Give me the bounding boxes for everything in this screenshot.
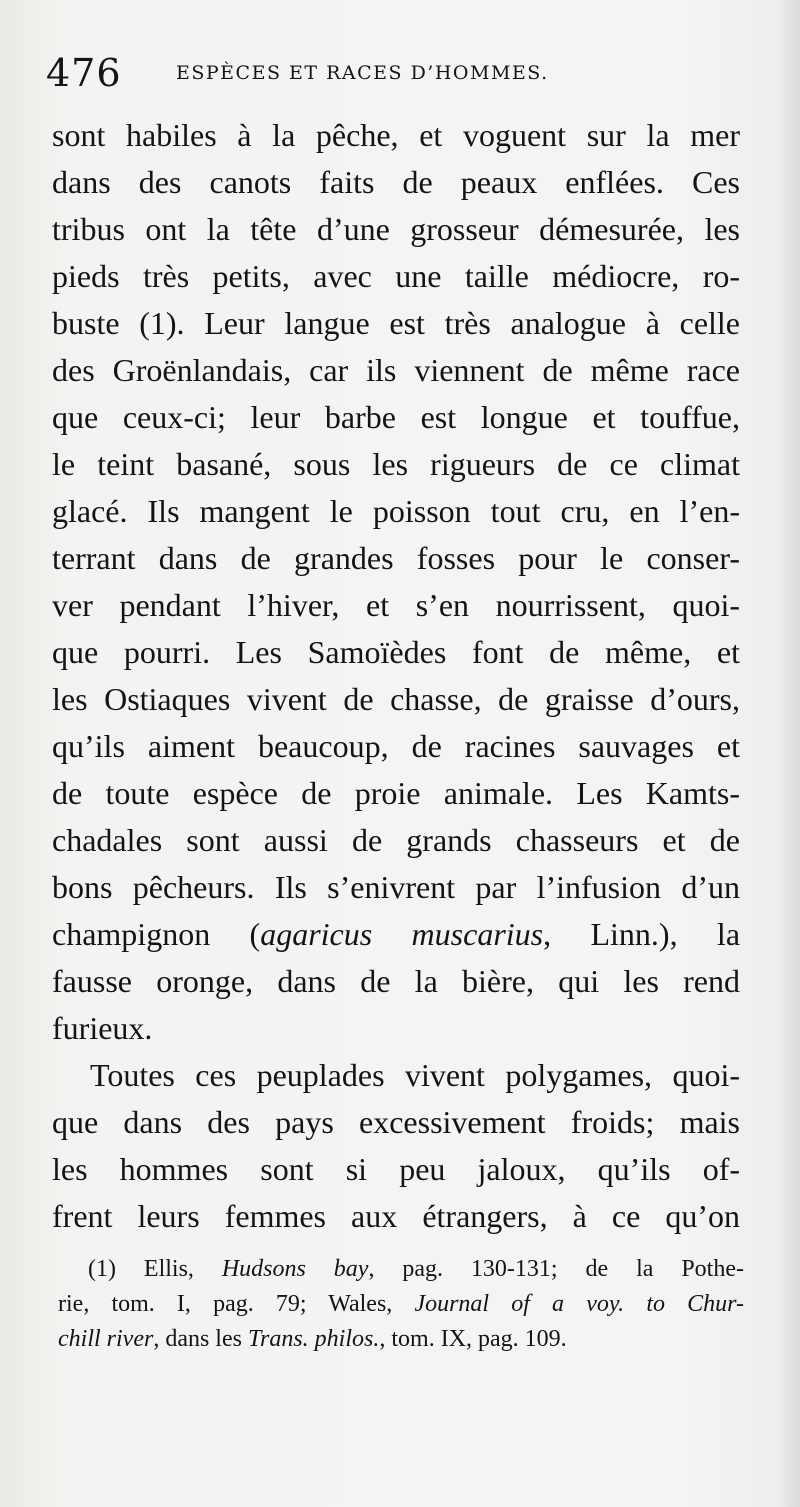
paragraph-first-line: Toutes ces peuplades vivent polygames, quoi- [90,1057,740,1093]
text-line: frent leurs femmes aux étrangers, à ce qu’on [52,1198,740,1234]
footnote-segment: rie, tom. I, pag. 79; Wales, [58,1291,415,1317]
text-line: dans des canots faits de peaux enflées. Ces [52,164,740,200]
text-line: le teint basané, sous les rigueurs de ce climat [52,446,740,482]
text-segment: , Linn.), la [543,916,741,952]
text-line: que ceux-ci; leur barbe est longue et touffue, [52,399,740,435]
text-line: que pourri. Les Samoïèdes font de même, et [52,634,740,670]
footnote-italic: Trans. philos. [247,1326,380,1352]
text-line-with-italic [52,911,740,958]
footnote-line [58,1252,744,1287]
text-line: que dans des pays excessivement froids; mais [52,1104,740,1140]
text-line: fausse oronge, dans de la bière, qui les rend [52,963,740,999]
footnote-line [58,1322,744,1357]
text-line: ver pendant l’hiver, et s’en nourrissent, quoi- [52,587,740,623]
footnote-segment: , tom. IX, pag. 109. [379,1326,567,1352]
running-title: ESPÈCES ET RACES D’HOMMES. [176,62,549,84]
footnote-segment: (1) Ellis, [88,1256,222,1282]
text-line: terrant dans de grandes fosses pour le conser- [52,540,740,576]
text-line: tribus ont la tête d’une grosseur démesurée, les [52,211,740,247]
page-edge-shadow [778,0,800,1507]
footnote-line [58,1287,744,1322]
text-line: des Groënlandais, car ils viennent de même race [52,352,740,388]
text-line: les Ostiaques vivent de chasse, de graisse d’ours, [52,681,740,717]
text-line: qu’ils aiment beaucoup, de racines sauvages et [52,728,740,764]
text-line: sont habiles à la pêche, et voguent sur la mer [52,117,740,153]
text-line: buste (1). Leur langue est très analogue à celle [52,305,740,341]
text-line: pieds très petits, avec une taille médiocre, ro- [52,258,740,294]
text-line: glacé. Ils mangent le poisson tout cru, en l’en- [52,493,740,529]
body-text [52,112,742,1240]
footnote [58,1252,748,1357]
text-segment: champignon ( [52,916,261,952]
italic-species-name: agaricus muscarius [260,916,544,952]
footnote-italic: chill river [58,1326,154,1352]
running-head [46,48,606,98]
text-line: les hommes sont si peu jaloux, qu’ils of- [52,1151,740,1187]
footnote-segment: , dans les [153,1326,248,1352]
text-line: de toute espèce de proie animale. Les Kamts- [52,775,740,811]
page-number: 476 [46,51,122,95]
footnote-segment: , pag. 130-131; de la Pothe- [368,1256,744,1282]
text-line: furieux. [52,1010,153,1046]
footnote-italic: Hudsons bay [221,1256,369,1282]
text-line: chadales sont aussi de grands chasseurs et de [52,822,740,858]
footnote-italic: Journal of a voy. to Chur- [414,1291,744,1317]
text-line: bons pêcheurs. Ils s’enivrent par l’infusion d’un [52,869,740,905]
